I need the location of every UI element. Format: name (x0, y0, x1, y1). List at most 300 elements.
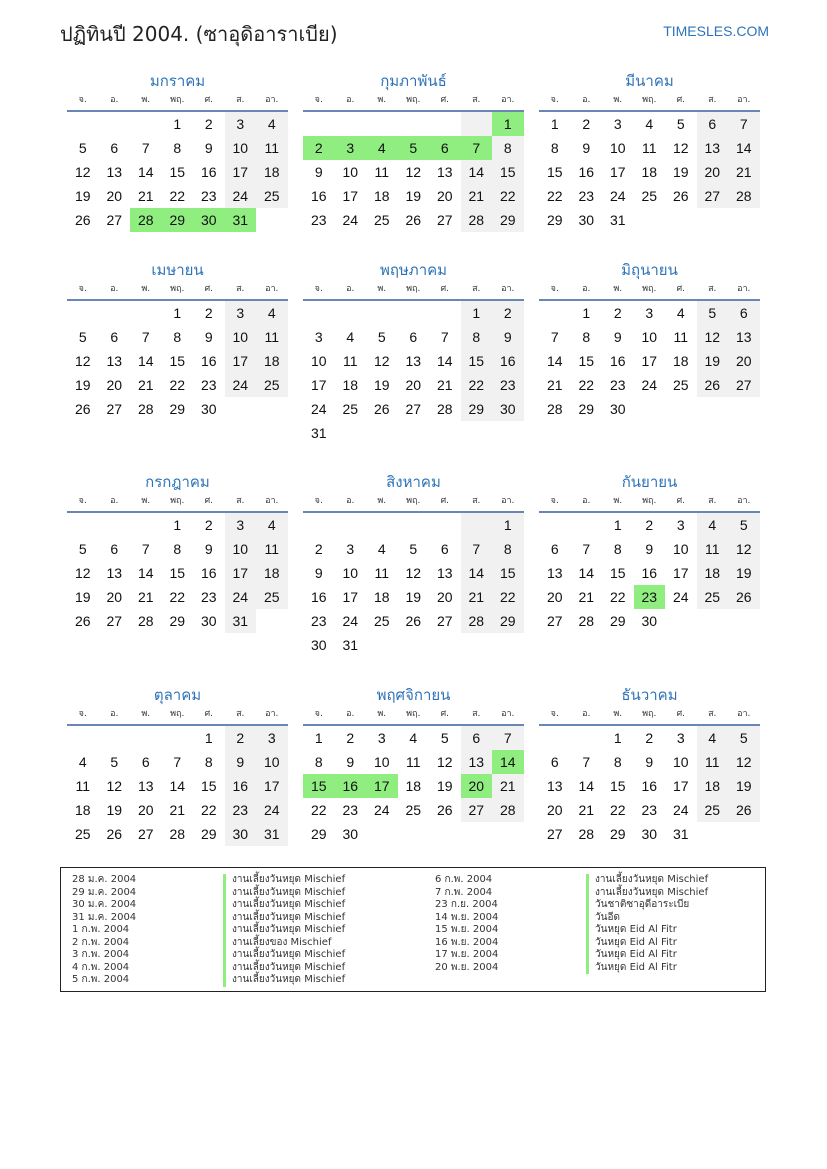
day-cell[interactable]: 25 (697, 585, 729, 609)
day-cell[interactable]: 21 (728, 160, 760, 184)
day-cell[interactable]: 7 (728, 112, 760, 136)
day-cell[interactable]: 26 (74, 212, 91, 228)
day-cell[interactable]: 12 (74, 565, 91, 581)
day-cell[interactable]: 5 (728, 513, 760, 537)
day-cell[interactable]: 10 (342, 565, 359, 581)
day-cell[interactable]: 1 (492, 112, 524, 136)
day-cell[interactable]: 15 (200, 778, 217, 794)
day-cell[interactable]: 9 (204, 140, 213, 156)
day-cell[interactable]: 20 (546, 589, 563, 605)
day-cell[interactable]: 16 (225, 774, 257, 798)
day-cell[interactable]: 16 (310, 589, 327, 605)
day-cell[interactable]: 30 (200, 401, 217, 417)
day-cell[interactable]: 10 (225, 537, 257, 561)
day-cell[interactable]: 24 (310, 401, 327, 417)
day-cell[interactable]: 8 (492, 537, 524, 561)
day-cell[interactable]: 13 (106, 164, 123, 180)
day-cell[interactable]: 31 (609, 212, 626, 228)
day-cell[interactable]: 10 (342, 164, 359, 180)
day-cell[interactable]: 14 (137, 164, 154, 180)
day-cell[interactable]: 14 (546, 353, 563, 369)
day-cell[interactable]: 3 (613, 116, 622, 132)
day-cell[interactable]: 26 (697, 373, 729, 397)
day-cell[interactable]: 4 (366, 136, 398, 160)
day-cell[interactable]: 26 (436, 802, 453, 818)
day-cell[interactable]: 22 (492, 585, 524, 609)
day-cell[interactable]: 5 (110, 754, 119, 770)
day-cell[interactable]: 20 (436, 589, 453, 605)
day-cell[interactable]: 4 (346, 329, 355, 345)
day-cell[interactable]: 15 (546, 164, 563, 180)
day-cell[interactable]: 11 (405, 754, 421, 770)
day-cell[interactable]: 3 (314, 329, 323, 345)
day-cell[interactable]: 9 (314, 565, 323, 581)
day-cell[interactable]: 13 (436, 565, 453, 581)
day-cell[interactable]: 13 (697, 136, 729, 160)
day-cell[interactable]: 8 (613, 754, 622, 770)
day-cell[interactable]: 8 (173, 329, 182, 345)
day-cell[interactable]: 18 (672, 353, 689, 369)
day-cell[interactable]: 11 (641, 140, 657, 156)
day-cell[interactable]: 2 (314, 541, 323, 557)
day-cell[interactable]: 4 (409, 730, 418, 746)
day-cell[interactable]: 23 (641, 802, 658, 818)
day-cell[interactable]: 8 (492, 136, 524, 160)
day-cell[interactable]: 4 (697, 513, 729, 537)
day-cell[interactable]: 19 (728, 774, 760, 798)
day-cell[interactable]: 27 (106, 401, 123, 417)
day-cell[interactable]: 23 (310, 613, 327, 629)
day-cell[interactable]: 17 (342, 188, 359, 204)
day-cell[interactable]: 9 (314, 164, 323, 180)
day-cell[interactable]: 2 (204, 116, 213, 132)
day-cell[interactable]: 5 (728, 726, 760, 750)
day-cell[interactable]: 26 (672, 188, 689, 204)
day-cell[interactable]: 15 (169, 565, 186, 581)
day-cell[interactable]: 15 (492, 561, 524, 585)
day-cell[interactable]: 29 (200, 826, 217, 842)
day-cell[interactable]: 17 (342, 589, 359, 605)
day-cell[interactable]: 3 (335, 136, 367, 160)
day-cell[interactable]: 24 (609, 188, 626, 204)
day-cell[interactable]: 23 (200, 188, 217, 204)
day-cell[interactable]: 28 (137, 613, 154, 629)
day-cell[interactable]: 23 (492, 373, 524, 397)
day-cell[interactable]: 10 (310, 353, 327, 369)
day-cell[interactable]: 5 (78, 329, 87, 345)
day-cell[interactable]: 21 (461, 184, 493, 208)
day-cell[interactable]: 12 (436, 754, 453, 770)
day-cell[interactable]: 27 (436, 212, 453, 228)
day-cell[interactable]: 1 (613, 517, 622, 533)
day-cell[interactable]: 18 (641, 164, 658, 180)
day-cell[interactable]: 22 (169, 188, 186, 204)
day-cell[interactable]: 24 (225, 373, 257, 397)
day-cell[interactable]: 29 (578, 401, 595, 417)
day-cell[interactable]: 1 (461, 301, 493, 325)
day-cell[interactable]: 11 (374, 565, 390, 581)
day-cell[interactable]: 31 (256, 822, 288, 846)
day-cell[interactable]: 6 (461, 726, 493, 750)
day-cell[interactable]: 31 (225, 609, 257, 633)
day-cell[interactable]: 31 (225, 208, 257, 232)
day-cell[interactable]: 22 (200, 802, 217, 818)
day-cell[interactable]: 12 (106, 778, 123, 794)
day-cell[interactable]: 12 (405, 565, 422, 581)
day-cell[interactable]: 3 (225, 301, 257, 325)
brand-link[interactable]: TIMESLES.COM (663, 23, 769, 39)
day-cell[interactable]: 18 (697, 561, 729, 585)
day-cell[interactable]: 17 (672, 565, 689, 581)
day-cell[interactable]: 11 (75, 778, 91, 794)
day-cell[interactable]: 12 (672, 140, 689, 156)
day-cell[interactable]: 4 (697, 726, 729, 750)
day-cell[interactable]: 22 (609, 589, 626, 605)
day-cell[interactable]: 17 (225, 561, 257, 585)
day-cell[interactable]: 21 (578, 589, 595, 605)
day-cell[interactable]: 8 (314, 754, 323, 770)
day-cell[interactable]: 20 (436, 188, 453, 204)
day-cell[interactable]: 6 (409, 329, 418, 345)
day-cell[interactable]: 12 (697, 325, 729, 349)
day-cell[interactable]: 18 (373, 188, 390, 204)
day-cell[interactable]: 19 (436, 778, 453, 794)
day-cell[interactable]: 20 (137, 802, 154, 818)
day-cell[interactable]: 2 (613, 305, 622, 321)
day-cell[interactable]: 17 (256, 774, 288, 798)
day-cell[interactable]: 27 (461, 798, 493, 822)
day-cell[interactable]: 2 (225, 726, 257, 750)
day-cell[interactable]: 3 (676, 730, 685, 746)
day-cell[interactable]: 6 (697, 112, 729, 136)
day-cell[interactable]: 11 (256, 136, 288, 160)
day-cell[interactable]: 25 (342, 401, 359, 417)
day-cell[interactable]: 2 (204, 305, 213, 321)
day-cell[interactable]: 27 (106, 212, 123, 228)
day-cell[interactable]: 11 (673, 329, 689, 345)
day-cell[interactable]: 16 (200, 353, 217, 369)
day-cell[interactable]: 9 (204, 541, 213, 557)
day-cell[interactable]: 26 (405, 212, 422, 228)
day-cell[interactable]: 1 (613, 730, 622, 746)
day-cell[interactable]: 12 (728, 750, 760, 774)
day-cell[interactable]: 29 (162, 208, 194, 232)
day-cell[interactable]: 23 (225, 798, 257, 822)
day-cell[interactable]: 6 (728, 301, 760, 325)
day-cell[interactable]: 10 (672, 754, 689, 770)
day-cell[interactable]: 14 (436, 353, 453, 369)
day-cell[interactable]: 17 (225, 160, 257, 184)
day-cell[interactable]: 2 (582, 116, 591, 132)
day-cell[interactable]: 28 (169, 826, 186, 842)
day-cell[interactable]: 13 (405, 353, 422, 369)
day-cell[interactable]: 23 (634, 585, 666, 609)
day-cell[interactable]: 28 (578, 826, 595, 842)
day-cell[interactable]: 7 (550, 329, 559, 345)
day-cell[interactable]: 16 (492, 349, 524, 373)
day-cell[interactable]: 29 (492, 208, 524, 232)
day-cell[interactable]: 23 (342, 802, 359, 818)
day-cell[interactable]: 19 (697, 349, 729, 373)
day-cell[interactable]: 26 (74, 613, 91, 629)
day-cell[interactable]: 5 (78, 541, 87, 557)
day-cell[interactable]: 24 (672, 802, 689, 818)
day-cell[interactable]: 25 (373, 212, 390, 228)
day-cell[interactable]: 21 (578, 802, 595, 818)
day-cell[interactable]: 3 (225, 112, 257, 136)
day-cell[interactable]: 1 (173, 517, 182, 533)
day-cell[interactable]: 18 (256, 160, 288, 184)
day-cell[interactable]: 31 (672, 826, 689, 842)
day-cell[interactable]: 30 (225, 822, 257, 846)
day-cell[interactable]: 15 (609, 778, 626, 794)
day-cell[interactable]: 13 (436, 164, 453, 180)
day-cell[interactable]: 4 (256, 301, 288, 325)
day-cell[interactable]: 30 (310, 637, 327, 653)
day-cell[interactable]: 18 (256, 561, 288, 585)
day-cell[interactable]: 24 (256, 798, 288, 822)
day-cell[interactable]: 19 (728, 561, 760, 585)
day-cell[interactable]: 30 (193, 208, 225, 232)
day-cell[interactable]: 6 (141, 754, 150, 770)
day-cell[interactable]: 14 (492, 750, 524, 774)
day-cell[interactable]: 14 (137, 565, 154, 581)
day-cell[interactable]: 20 (106, 377, 123, 393)
day-cell[interactable]: 7 (461, 136, 493, 160)
day-cell[interactable]: 14 (578, 778, 595, 794)
day-cell[interactable]: 1 (492, 513, 524, 537)
day-cell[interactable]: 11 (256, 325, 288, 349)
day-cell[interactable]: 28 (461, 609, 493, 633)
day-cell[interactable]: 29 (492, 609, 524, 633)
day-cell[interactable]: 24 (342, 212, 359, 228)
day-cell[interactable]: 7 (582, 541, 591, 557)
day-cell[interactable]: 26 (728, 585, 760, 609)
day-cell[interactable]: 27 (546, 613, 563, 629)
day-cell[interactable]: 29 (169, 401, 186, 417)
day-cell[interactable]: 22 (169, 589, 186, 605)
day-cell[interactable]: 28 (492, 798, 524, 822)
day-cell[interactable]: 13 (546, 565, 563, 581)
day-cell[interactable]: 30 (609, 401, 626, 417)
day-cell[interactable]: 7 (582, 754, 591, 770)
day-cell[interactable]: 21 (546, 377, 563, 393)
day-cell[interactable]: 25 (405, 802, 422, 818)
day-cell[interactable]: 11 (342, 353, 358, 369)
day-cell[interactable]: 5 (398, 136, 430, 160)
day-cell[interactable]: 25 (672, 377, 689, 393)
day-cell[interactable]: 24 (373, 802, 390, 818)
day-cell[interactable]: 13 (137, 778, 154, 794)
day-cell[interactable]: 24 (641, 377, 658, 393)
day-cell[interactable]: 6 (429, 136, 461, 160)
day-cell[interactable]: 6 (110, 140, 119, 156)
day-cell[interactable]: 15 (303, 774, 335, 798)
day-cell[interactable]: 17 (641, 353, 658, 369)
day-cell[interactable]: 2 (645, 730, 654, 746)
day-cell[interactable]: 18 (256, 349, 288, 373)
day-cell[interactable]: 11 (697, 750, 729, 774)
day-cell[interactable]: 29 (461, 397, 493, 421)
day-cell[interactable]: 1 (582, 305, 591, 321)
day-cell[interactable]: 9 (225, 750, 257, 774)
day-cell[interactable]: 23 (200, 589, 217, 605)
day-cell[interactable]: 20 (405, 377, 422, 393)
day-cell[interactable]: 24 (672, 589, 689, 605)
day-cell[interactable]: 22 (492, 184, 524, 208)
day-cell[interactable]: 19 (74, 377, 91, 393)
day-cell[interactable]: 19 (672, 164, 689, 180)
day-cell[interactable]: 28 (578, 613, 595, 629)
day-cell[interactable]: 19 (106, 802, 123, 818)
day-cell[interactable]: 18 (373, 589, 390, 605)
day-cell[interactable]: 15 (169, 353, 186, 369)
day-cell[interactable]: 20 (106, 188, 123, 204)
day-cell[interactable]: 25 (256, 585, 288, 609)
day-cell[interactable]: 31 (342, 637, 359, 653)
day-cell[interactable]: 21 (492, 774, 524, 798)
day-cell[interactable]: 12 (405, 164, 422, 180)
day-cell[interactable]: 30 (492, 397, 524, 421)
day-cell[interactable]: 23 (310, 212, 327, 228)
day-cell[interactable]: 7 (173, 754, 182, 770)
day-cell[interactable]: 7 (492, 726, 524, 750)
day-cell[interactable]: 8 (613, 541, 622, 557)
day-cell[interactable]: 25 (74, 826, 91, 842)
day-cell[interactable]: 1 (550, 116, 559, 132)
day-cell[interactable]: 12 (74, 164, 91, 180)
day-cell[interactable]: 4 (256, 112, 288, 136)
day-cell[interactable]: 31 (310, 425, 327, 441)
day-cell[interactable]: 5 (676, 116, 685, 132)
day-cell[interactable]: 24 (342, 613, 359, 629)
day-cell[interactable]: 7 (461, 537, 493, 561)
day-cell[interactable]: 28 (461, 208, 493, 232)
day-cell[interactable]: 28 (436, 401, 453, 417)
day-cell[interactable]: 3 (676, 517, 685, 533)
day-cell[interactable]: 30 (342, 826, 359, 842)
day-cell[interactable]: 8 (173, 140, 182, 156)
day-cell[interactable]: 19 (74, 589, 91, 605)
day-cell[interactable]: 17 (310, 377, 327, 393)
day-cell[interactable]: 7 (141, 329, 150, 345)
day-cell[interactable]: 9 (582, 140, 591, 156)
day-cell[interactable]: 25 (697, 798, 729, 822)
day-cell[interactable]: 20 (461, 774, 493, 798)
day-cell[interactable]: 4 (256, 513, 288, 537)
day-cell[interactable]: 21 (137, 188, 154, 204)
day-cell[interactable]: 20 (546, 802, 563, 818)
day-cell[interactable]: 10 (256, 750, 288, 774)
day-cell[interactable]: 6 (550, 754, 559, 770)
day-cell[interactable]: 11 (256, 537, 288, 561)
day-cell[interactable]: 14 (578, 565, 595, 581)
day-cell[interactable]: 1 (173, 116, 182, 132)
day-cell[interactable]: 18 (697, 774, 729, 798)
day-cell[interactable]: 23 (578, 188, 595, 204)
day-cell[interactable]: 21 (436, 377, 453, 393)
day-cell[interactable]: 1 (173, 305, 182, 321)
day-cell[interactable]: 5 (78, 140, 87, 156)
day-cell[interactable]: 13 (461, 750, 493, 774)
day-cell[interactable]: 15 (578, 353, 595, 369)
day-cell[interactable]: 13 (546, 778, 563, 794)
day-cell[interactable]: 16 (310, 188, 327, 204)
day-cell[interactable]: 18 (74, 802, 91, 818)
day-cell[interactable]: 27 (546, 826, 563, 842)
day-cell[interactable]: 19 (74, 188, 91, 204)
day-cell[interactable]: 8 (582, 329, 591, 345)
day-cell[interactable]: 6 (440, 541, 449, 557)
day-cell[interactable]: 8 (550, 140, 559, 156)
day-cell[interactable]: 16 (200, 164, 217, 180)
day-cell[interactable]: 20 (697, 160, 729, 184)
day-cell[interactable]: 29 (169, 613, 186, 629)
day-cell[interactable]: 3 (256, 726, 288, 750)
day-cell[interactable]: 26 (74, 401, 91, 417)
day-cell[interactable]: 14 (461, 160, 493, 184)
day-cell[interactable]: 22 (310, 802, 327, 818)
day-cell[interactable]: 17 (225, 349, 257, 373)
day-cell[interactable]: 22 (461, 373, 493, 397)
day-cell[interactable]: 14 (461, 561, 493, 585)
day-cell[interactable]: 11 (697, 537, 729, 561)
day-cell[interactable]: 5 (377, 329, 386, 345)
day-cell[interactable]: 8 (461, 325, 493, 349)
day-cell[interactable]: 17 (672, 778, 689, 794)
day-cell[interactable]: 4 (78, 754, 87, 770)
day-cell[interactable]: 16 (578, 164, 595, 180)
day-cell[interactable]: 16 (200, 565, 217, 581)
day-cell[interactable]: 29 (546, 212, 563, 228)
day-cell[interactable]: 3 (645, 305, 654, 321)
day-cell[interactable]: 16 (641, 565, 658, 581)
day-cell[interactable]: 25 (373, 613, 390, 629)
day-cell[interactable]: 27 (137, 826, 154, 842)
day-cell[interactable]: 15 (461, 349, 493, 373)
day-cell[interactable]: 28 (130, 208, 162, 232)
day-cell[interactable]: 29 (609, 613, 626, 629)
day-cell[interactable]: 15 (169, 164, 186, 180)
day-cell[interactable]: 25 (256, 373, 288, 397)
day-cell[interactable]: 29 (310, 826, 327, 842)
day-cell[interactable]: 9 (613, 329, 622, 345)
day-cell[interactable]: 15 (492, 160, 524, 184)
day-cell[interactable]: 10 (225, 325, 257, 349)
day-cell[interactable]: 23 (200, 377, 217, 393)
day-cell[interactable]: 9 (204, 329, 213, 345)
day-cell[interactable]: 26 (373, 401, 390, 417)
day-cell[interactable]: 2 (204, 517, 213, 533)
day-cell[interactable]: 19 (405, 589, 422, 605)
day-cell[interactable]: 6 (110, 541, 119, 557)
day-cell[interactable]: 25 (256, 184, 288, 208)
day-cell[interactable]: 25 (641, 188, 658, 204)
day-cell[interactable]: 14 (728, 136, 760, 160)
day-cell[interactable]: 13 (728, 325, 760, 349)
day-cell[interactable]: 26 (106, 826, 123, 842)
day-cell[interactable]: 3 (377, 730, 386, 746)
day-cell[interactable]: 16 (641, 778, 658, 794)
day-cell[interactable]: 10 (373, 754, 390, 770)
day-cell[interactable]: 6 (550, 541, 559, 557)
day-cell[interactable]: 18 (405, 778, 422, 794)
day-cell[interactable]: 13 (106, 353, 123, 369)
day-cell[interactable]: 12 (74, 353, 91, 369)
day-cell[interactable]: 17 (366, 774, 398, 798)
day-cell[interactable]: 12 (728, 537, 760, 561)
day-cell[interactable]: 15 (609, 565, 626, 581)
